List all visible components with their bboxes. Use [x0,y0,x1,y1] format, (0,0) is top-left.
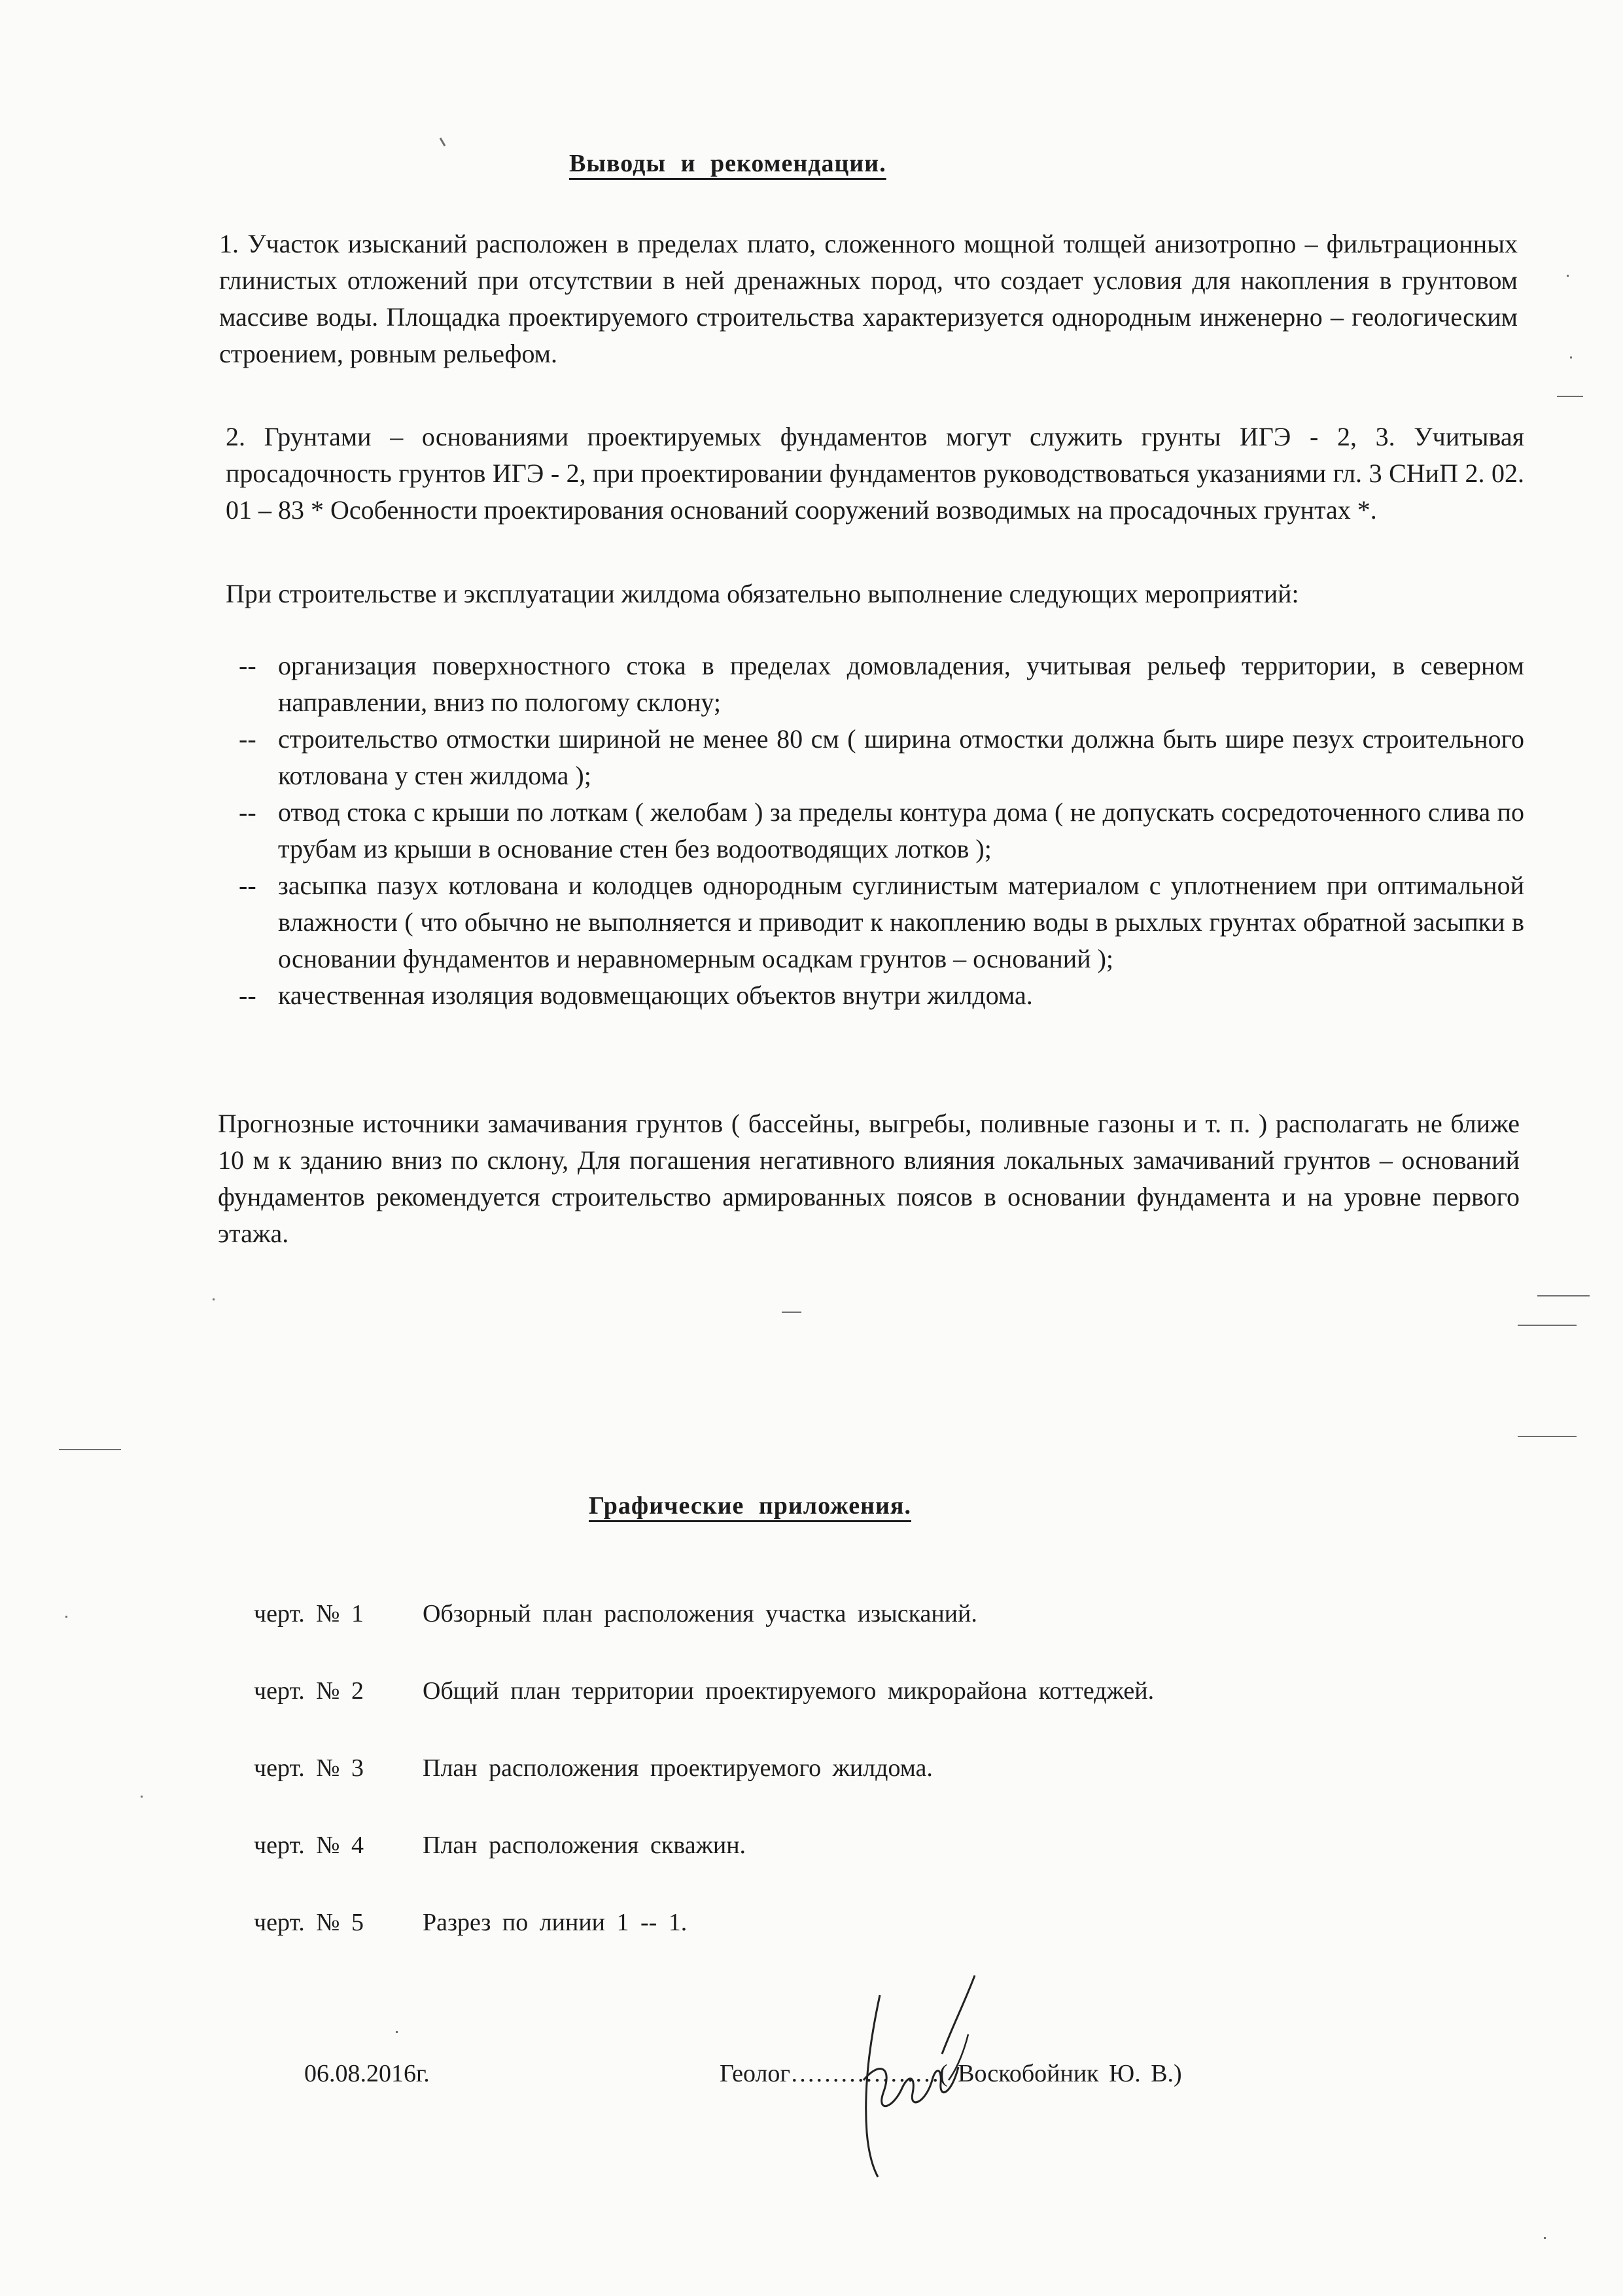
appendix-item [254,1908,687,1937]
bullet-marker: -- [239,871,256,900]
bullet-marker: -- [239,981,256,1010]
list-item [239,648,1524,721]
scan-mark [65,1616,67,1618]
document-date: 06.08.2016г. [304,2060,430,2087]
list-item [239,977,1524,1014]
appendix-number: черт. № 2 [254,1677,364,1705]
bullet-marker: -- [239,797,256,827]
list-item [239,794,1524,867]
list-item [239,867,1524,977]
scan-mark [1537,1295,1590,1296]
list-item [239,721,1524,794]
scan-mark [1570,357,1572,358]
appendices-title: Графические приложения. [589,1492,911,1520]
scan-mark [59,1449,121,1450]
scan-mark [1518,1325,1577,1326]
appendix-number: черт. № 1 [254,1600,364,1627]
scan-mark [1518,1436,1577,1437]
geologist-signature-line: Геолог………………( Воскобойник Ю. В.) [720,2060,1182,2087]
appendix-text: Разрез по линии 1 -- 1. [423,1909,688,1936]
appendix-number: черт. № 3 [254,1754,364,1782]
conclusion-paragraph-4: Прогнозные источники замачивания грунтов ( бассейны, выгребы, поливные газоны и т. п. ) располагать не ближе 10 м к зданию вниз по склону, Для погашения негативного влияния локальных замачиваний грунтов – оснований фундаментов рекомендуется строительство армированных поясов в основании фундамента и на уровне первого этажа. [218,1109,1520,1248]
list-item-text: строительство отмостки шириной не менее 80 см ( ширина отмостки должна быть шире пезух строительного котлована у стен жилдома ); [278,724,1524,790]
scan-mark [213,1298,215,1300]
scan-mark [1567,275,1569,277]
bullet-marker: -- [239,651,256,680]
appendix-number: черт. № 5 [254,1909,364,1936]
appendix-item [254,1677,1154,1705]
handwritten-signature [818,1969,988,2178]
conclusions-title: Выводы и рекомендации. [569,150,886,177]
conclusion-paragraph-2: 2. Грунтами – основаниями проектируемых фундаментов могут служить грунты ИГЭ - 2, 3. Учитывая просадочность грунтов ИГЭ - 2, при проектировании фундаментов руководствоваться указаниями гл. 3 СНиП 2. 02. 01 – 83 * Особенности проектирования оснований сооружений возводимых на просадочных грунтах *. [226,422,1524,525]
scan-mark [782,1312,801,1313]
appendix-item [254,1831,746,1860]
appendix-item [254,1754,933,1783]
scan-mark [396,2031,398,2033]
list-item-text: отвод стока с крыши по лоткам ( желобам ) за пределы контура дома ( не допускать сосредоточенного слива по трубам из крыши в основание стен без водоотводящих лотков ); [278,797,1524,863]
list-item-text: засыпка пазух котлована и колодцев однородным суглинистым материалом с уплотнением при оптимальной влажности ( что обычно не выполняется и приводит к накоплению воды в рыхлых грунтах обратной засыпки в основании фундаментов и неравномерным осадкам грунтов – оснований ); [278,871,1524,973]
appendix-text: План расположения скважин. [423,1832,746,1859]
scan-mark [1544,2237,1546,2239]
measures-intro: При строительстве и эксплуатации жилдома обязательно выполнение следующих мероприятий: [226,579,1299,608]
appendix-number: черт. № 4 [254,1832,364,1859]
appendix-text: Общий план территории проектируемого микрорайона коттеджей. [423,1677,1155,1705]
scan-mark [1557,396,1583,397]
appendix-item [254,1599,977,1628]
list-item-text: организация поверхностного стока в пределах домовладения, учитывая рельеф территории, в северном направлении, вниз по пологому склону; [278,651,1524,717]
appendix-text: Обзорный план расположения участка изысканий. [423,1600,977,1627]
list-item-text: качественная изоляция водовмещающих объектов внутри жилдома. [278,981,1033,1010]
appendix-text: План расположения проектируемого жилдома. [423,1754,933,1782]
scan-mark [141,1796,143,1798]
bullet-marker: -- [239,724,256,754]
measures-list [239,648,1524,1014]
scan-mark [440,137,446,147]
conclusion-paragraph-1: 1. Участок изысканий расположен в пределах плато, сложенного мощной толщей анизотропно – фильтрационных глинистых отложений при отсутствии в ней дренажных пород, что создает условия для накопления в грунтовом массиве воды. Площадка проектируемого строительства характеризуется однородным инженерно – геологическим строением, ровным рельефом. [219,229,1518,368]
